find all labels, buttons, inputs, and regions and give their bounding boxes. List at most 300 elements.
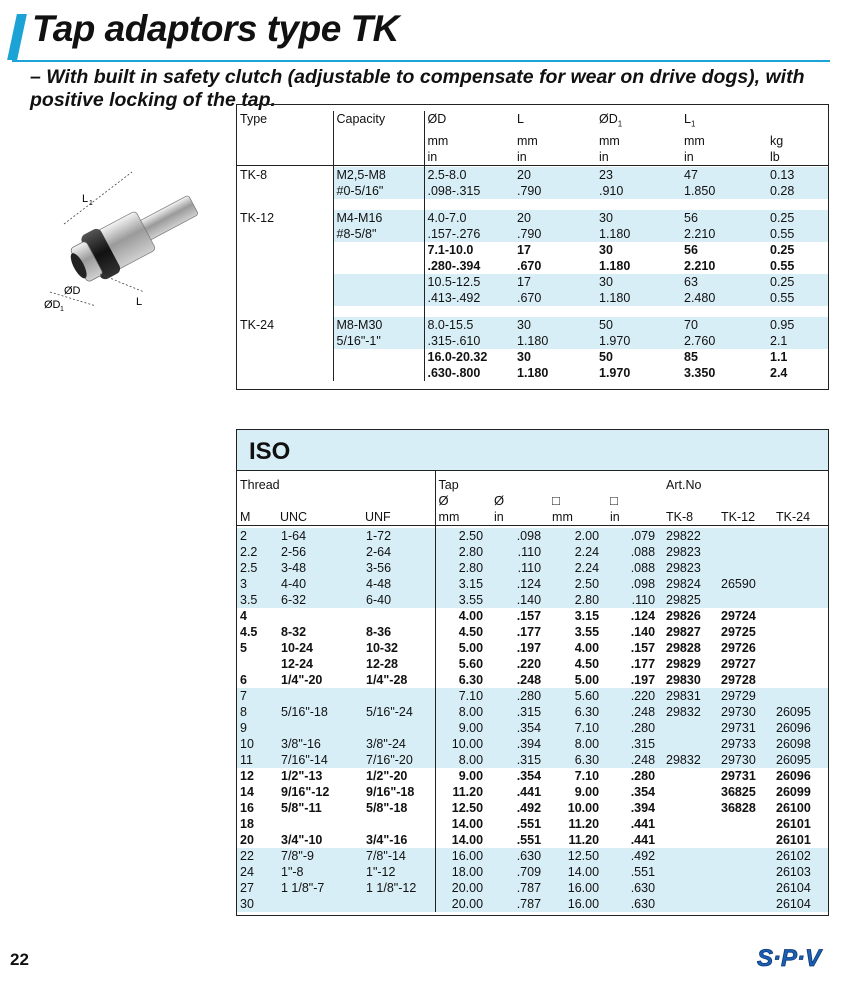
iso-cell-s_mm: 16.00 [549, 880, 607, 896]
iso-title: ISO [249, 438, 291, 465]
iso-cell-unc [277, 816, 362, 832]
tk-cell-d1: .910 [596, 183, 681, 199]
iso-cell-tk12: 29731 [721, 768, 756, 783]
iso-cell-m: 10 [237, 736, 277, 752]
square-drive-icon: □ [552, 493, 560, 508]
header-d: ØD [427, 112, 447, 126]
iso-cell-m: 18 [240, 816, 254, 831]
iso-cell-s_in: .441 [630, 832, 656, 847]
iso-cell-s_in: .197 [630, 672, 656, 687]
iso-cell-unc [277, 688, 362, 704]
iso-cell-tk12: 29733 [718, 736, 773, 752]
iso-cell-s_mm: 3.15 [574, 608, 600, 623]
header-artno: Art.No [666, 478, 702, 492]
iso-cell-tk12 [718, 848, 773, 864]
iso-cell-tk24: 26101 [776, 832, 811, 847]
iso-cell-tk12 [718, 544, 773, 560]
tk-cell-capacity: #0-5/16" [333, 183, 424, 199]
iso-cell-tk8: 29823 [663, 544, 718, 560]
iso-cell-d_mm: 11.20 [452, 784, 484, 799]
tk-cell-capacity: 5/16"-1" [333, 333, 424, 349]
iso-cell-unc: 5/8"-11 [281, 800, 322, 815]
iso-cell-d_mm: 7.10 [435, 688, 491, 704]
tk-row [237, 183, 828, 199]
iso-cell-tk12: 29730 [718, 752, 773, 768]
iso-cell-tk24 [773, 576, 828, 592]
iso-cell-m: 5 [240, 640, 247, 655]
iso-cell-unf: 5/8"-18 [362, 800, 435, 816]
iso-cell-d_in: .315 [491, 752, 549, 768]
iso-cell-d_in: .110 [491, 560, 549, 576]
tk-cell-type [237, 274, 333, 290]
tk-cell-d: .315-.610 [424, 333, 514, 349]
tk-cell-d: 7.1-10.0 [427, 243, 474, 257]
label-d: ØD [64, 285, 81, 297]
iso-cell-tk12: 36828 [721, 800, 756, 815]
tk-row [237, 290, 828, 306]
iso-cell-s_mm: 3.55 [574, 624, 600, 639]
header-d1: $ØD_1$ [599, 112, 623, 129]
header-type: Type [237, 111, 333, 133]
tk-cell-w: 0.55 [767, 290, 828, 306]
tk-cell-w: 0.25 [770, 243, 795, 257]
iso-cell-m: 3.5 [237, 592, 277, 608]
tk-row [237, 210, 828, 226]
iso-cell-unc: 3-48 [277, 560, 362, 576]
iso-cell-tk12 [718, 880, 773, 896]
iso-cell-s_mm: 14.00 [549, 864, 607, 880]
header-d-mm: mm [427, 133, 449, 148]
tk-cell-d1: 30 [596, 210, 681, 226]
iso-cell-m: 6 [240, 672, 247, 687]
iso-cell-tk12: 29731 [718, 720, 773, 736]
tk-cell-type [237, 349, 333, 365]
iso-cell-s_in: .551 [607, 864, 663, 880]
iso-cell-m: 2.2 [237, 544, 277, 560]
iso-row [237, 592, 828, 608]
tk-row [237, 167, 828, 183]
title-divider [12, 60, 830, 62]
iso-cell-d_mm: 2.80 [435, 544, 491, 560]
iso-cell-d_in: .492 [516, 800, 542, 815]
tk-cell-d1: 50 [596, 317, 681, 333]
iso-cell-unc: 1"-8 [277, 864, 362, 880]
iso-cell-tk12 [718, 816, 773, 832]
iso-cell-tk8: 29831 [663, 688, 718, 704]
tk-cell-d: 4.0-7.0 [424, 210, 514, 226]
iso-cell-s_in: .140 [630, 624, 656, 639]
iso-cell-unf: 7/8"-14 [362, 848, 435, 864]
tk-cell-w: 0.95 [767, 317, 828, 333]
iso-cell-tk12 [718, 560, 773, 576]
iso-cell-unc: 9/16"-12 [281, 784, 330, 799]
iso-cell-d_mm: 4.50 [458, 624, 484, 639]
iso-cell-s_mm: 6.30 [549, 752, 607, 768]
tk-cell-capacity [333, 365, 424, 381]
iso-cell-unc: 1 1/8"-7 [277, 880, 362, 896]
iso-cell-tk8: 29828 [666, 640, 701, 655]
tk-cell-l1: 70 [681, 317, 767, 333]
tk-cell-l1: 85 [684, 350, 698, 364]
header-capacity: Capacity [333, 111, 424, 133]
iso-cell-m: 27 [237, 880, 277, 896]
tk-cell-l1: 56 [684, 243, 698, 257]
iso-cell-unc: 7/16"-14 [277, 752, 362, 768]
tk-row [237, 274, 828, 290]
iso-cell-s_in: .124 [630, 608, 656, 623]
iso-cell-tk24 [773, 528, 828, 544]
iso-cell-d_in: .394 [491, 736, 549, 752]
iso-row [237, 688, 828, 704]
tap-adaptor-illustration [36, 164, 216, 324]
iso-cell-s_in: .441 [630, 816, 656, 831]
tk-cell-capacity [333, 349, 424, 365]
iso-cell-m: 3 [237, 576, 277, 592]
tk-cell-capacity [333, 242, 424, 258]
tk-cell-l1: 2.760 [681, 333, 767, 349]
iso-cell-tk12: 36825 [721, 784, 756, 799]
logo-text: S·P·V [756, 945, 822, 972]
header-tap-mm: mm [438, 510, 460, 524]
iso-cell-d_mm: 6.30 [458, 672, 484, 687]
tk-cell-l1: 2.480 [681, 290, 767, 306]
iso-cell-tk12: 29728 [721, 672, 756, 687]
iso-cell-tk8 [663, 816, 718, 832]
tk-cell-d1: 30 [596, 274, 681, 290]
tk-cell-type [237, 290, 333, 306]
iso-cell-m: 8 [237, 704, 277, 720]
iso-cell-m: 14 [240, 784, 254, 799]
tk-cell-w: 0.25 [767, 274, 828, 290]
header-square-mm: mm [552, 510, 573, 524]
iso-cell-s_in: .177 [630, 656, 656, 671]
iso-cell-tk12: 29730 [718, 704, 773, 720]
iso-cell-d_mm: 9.00 [435, 720, 491, 736]
header-d1-mm: mm [599, 133, 620, 148]
iso-cell-tk12 [718, 528, 773, 544]
iso-row [237, 576, 828, 592]
iso-cell-s_in: .220 [607, 688, 663, 704]
tk-cell-l1: 2.210 [681, 226, 767, 242]
tk-cell-w: 0.55 [767, 226, 828, 242]
iso-cell-s_in: .394 [630, 800, 656, 815]
iso-cell-unf: 1/2"-20 [362, 768, 435, 784]
iso-cell-tk24 [773, 608, 828, 624]
iso-cell-s_mm: 11.20 [568, 832, 600, 847]
iso-cell-tk24: 26099 [776, 784, 811, 799]
iso-cell-m: 22 [237, 848, 277, 864]
iso-cell-tk8 [663, 784, 718, 800]
iso-cell-d_in: .220 [516, 656, 542, 671]
header-l: L [517, 112, 524, 126]
iso-cell-m: 4.5 [240, 624, 258, 639]
tk-row [237, 333, 828, 349]
iso-cell-d_mm: 5.00 [458, 640, 484, 655]
iso-cell-m: 2 [237, 528, 277, 544]
iso-cell-d_in: .177 [516, 624, 542, 639]
iso-cell-d_in: .441 [516, 784, 542, 799]
iso-cell-s_mm: 4.50 [574, 656, 600, 671]
iso-cell-d_in: .630 [491, 848, 549, 864]
iso-cell-tk12: 29729 [718, 688, 773, 704]
tk-row [237, 349, 828, 365]
tk-cell-l1: 2.210 [684, 259, 716, 273]
iso-cell-tk24 [773, 688, 828, 704]
header-l1: $L_1$ [684, 112, 696, 129]
iso-row [237, 768, 828, 784]
iso-cell-tk8: 29826 [666, 608, 701, 623]
tk-cell-l: 1.180 [514, 333, 596, 349]
iso-cell-m [237, 656, 277, 672]
tk-cell-w: 1.1 [770, 350, 788, 364]
iso-cell-s_mm: 2.24 [549, 544, 607, 560]
header-d-in: in [427, 149, 438, 164]
iso-cell-unc: 1/4"-20 [281, 672, 323, 687]
iso-cell-unc [277, 608, 362, 624]
iso-cell-unf: 1/4"-28 [362, 672, 435, 688]
iso-cell-d_mm: 4.00 [458, 608, 484, 623]
iso-cell-s_mm: 12.50 [549, 848, 607, 864]
iso-cell-unf: 5/16"-24 [362, 704, 435, 720]
tk-cell-d1: 1.180 [599, 259, 631, 273]
header-m: M [240, 510, 251, 524]
iso-cell-s_mm: 4.00 [574, 640, 600, 655]
iso-cell-tk24: 26101 [776, 816, 811, 831]
iso-cell-d_mm: 10.00 [435, 736, 491, 752]
iso-cell-d_in: .098 [491, 528, 549, 544]
iso-cell-tk8: 29825 [663, 592, 718, 608]
tk-cell-type: TK-12 [237, 210, 333, 226]
iso-cell-m: 12 [240, 768, 254, 783]
iso-cell-tk24: 26104 [773, 896, 828, 912]
iso-cell-m: 20 [240, 832, 254, 847]
iso-cell-tk8 [663, 768, 718, 784]
iso-cell-s_in: .088 [607, 560, 663, 576]
iso-cell-s_mm: 11.20 [568, 816, 600, 831]
iso-cell-tk12 [718, 832, 773, 848]
tk-cell-type [237, 365, 333, 381]
iso-cell-s_in: .110 [607, 592, 663, 608]
iso-cell-s_in: .280 [630, 768, 656, 783]
iso-row [237, 752, 828, 768]
iso-cell-unc: 3/4"-10 [281, 832, 323, 847]
iso-cell-s_mm: 2.24 [549, 560, 607, 576]
iso-cell-tk8 [663, 736, 718, 752]
iso-row [237, 528, 828, 544]
iso-cell-s_mm: 2.00 [549, 528, 607, 544]
iso-cell-s_mm: 2.80 [549, 592, 607, 608]
tk-cell-w: 0.28 [767, 183, 828, 199]
tk-cell-d: .280-.394 [427, 259, 481, 273]
tk-cell-w: 2.4 [770, 366, 788, 380]
iso-cell-tk8: 29822 [663, 528, 718, 544]
tk-cell-d: .413-.492 [424, 290, 514, 306]
tk-cell-capacity [333, 258, 424, 274]
tk-cell-capacity: M8-M30 [333, 317, 424, 333]
iso-cell-d_in: .140 [491, 592, 549, 608]
header-unc: UNC [280, 510, 308, 524]
tk-cell-w: 0.55 [770, 259, 795, 273]
iso-cell-unf: 2-64 [362, 544, 435, 560]
header-l-mm: mm [517, 133, 538, 148]
iso-cell-m: 11 [237, 752, 277, 768]
tk-cell-d: 2.5-8.0 [424, 167, 514, 183]
iso-row [237, 672, 828, 688]
iso-row [237, 656, 828, 672]
round-diameter-icon: Ø [494, 493, 505, 508]
tk-cell-l1: 56 [681, 210, 767, 226]
iso-cell-s_in: .354 [630, 784, 656, 799]
tk-cell-capacity: #8-5/8" [333, 226, 424, 242]
iso-cell-tk24 [773, 656, 828, 672]
tk-cell-capacity [333, 274, 424, 290]
iso-cell-d_in: .315 [491, 704, 549, 720]
iso-cell-tk24 [773, 544, 828, 560]
iso-cell-unf: 12-28 [362, 656, 435, 672]
iso-row [237, 832, 828, 848]
tk-cell-l: .670 [517, 259, 542, 273]
iso-cell-d_in: .354 [516, 768, 542, 783]
tk-cell-l1: 3.350 [684, 366, 716, 380]
tk-cell-w: 0.25 [767, 210, 828, 226]
iso-cell-tk8 [663, 832, 718, 848]
iso-cell-tk24 [773, 592, 828, 608]
iso-cell-d_in: .124 [491, 576, 549, 592]
iso-cell-unc: 1/2"-13 [281, 768, 323, 783]
iso-cell-tk8: 29832 [663, 752, 718, 768]
iso-cell-tk12: 29725 [721, 624, 756, 639]
iso-section-header [236, 429, 829, 471]
header-d1-in: in [599, 149, 609, 164]
tk-cell-l1: 47 [681, 167, 767, 183]
iso-cell-unf: 7/16"-20 [362, 752, 435, 768]
iso-cell-tk12 [718, 592, 773, 608]
iso-cell-s_mm: 5.60 [549, 688, 607, 704]
iso-cell-d_mm: 20.00 [435, 880, 491, 896]
iso-cell-tk12: 26590 [718, 576, 773, 592]
iso-cell-unf: 10-32 [362, 640, 435, 656]
iso-cell-unf [362, 720, 435, 736]
iso-cell-m: 16 [240, 800, 254, 815]
iso-cell-unc: 4-40 [277, 576, 362, 592]
iso-cell-tk8: 29829 [666, 656, 701, 671]
tk-cell-type [237, 258, 333, 274]
iso-cell-s_mm: 10.00 [567, 800, 600, 815]
tk-cell-d1: 23 [596, 167, 681, 183]
tk-cell-type: TK-24 [237, 317, 333, 333]
tk-cell-l: 30 [514, 317, 596, 333]
iso-cell-tk24: 26095 [773, 704, 828, 720]
iso-cell-tk12: 29726 [721, 640, 756, 655]
iso-row [237, 624, 828, 640]
tk-row [237, 258, 828, 274]
iso-cell-tk8 [663, 864, 718, 880]
iso-cell-unf [362, 688, 435, 704]
iso-row [237, 800, 828, 816]
iso-cell-d_mm: 9.00 [458, 768, 484, 783]
iso-cell-tk8 [663, 848, 718, 864]
header-tk8: TK-8 [666, 510, 694, 524]
page-subtitle: – With built in safety clutch (adjustable to compensate for wear on drive dogs), with positive locking of the tap. [30, 66, 805, 111]
iso-row [237, 704, 828, 720]
iso-cell-d_mm: 18.00 [435, 864, 491, 880]
iso-cell-unc: 6-32 [277, 592, 362, 608]
tk-cell-type [237, 242, 333, 258]
iso-cell-unc: 2-56 [277, 544, 362, 560]
iso-cell-d_mm: 14.00 [451, 816, 484, 831]
iso-cell-d_mm: 8.00 [435, 704, 491, 720]
iso-cell-tk8: 29830 [666, 672, 701, 687]
tk-row [237, 242, 828, 258]
iso-cell-unc: 10-24 [281, 640, 313, 655]
iso-cell-d_in: .709 [491, 864, 549, 880]
spv-logo [748, 942, 830, 972]
tk-cell-l: 1.180 [517, 366, 549, 380]
iso-cell-m: 30 [237, 896, 277, 912]
tk-cell-l: 30 [517, 350, 531, 364]
page-title: Tap adaptors type TK [32, 8, 399, 49]
iso-cell-tk24: 26096 [773, 720, 828, 736]
iso-cell-s_in: .079 [607, 528, 663, 544]
tk-cell-capacity [333, 290, 424, 306]
tk-cell-l: .790 [514, 226, 596, 242]
iso-cell-s_in: .248 [607, 704, 663, 720]
iso-cell-d_in: .787 [491, 896, 549, 912]
iso-cell-m: 4 [240, 608, 247, 623]
tk-cell-l1: 63 [681, 274, 767, 290]
iso-cell-tk12: 29727 [721, 656, 756, 671]
tk-cell-l: .670 [514, 290, 596, 306]
iso-cell-tk24 [773, 640, 828, 656]
tk-spec-table [236, 104, 829, 390]
iso-cell-s_mm: 7.10 [574, 768, 600, 783]
iso-cell-tk8 [663, 880, 718, 896]
iso-cell-tk24: 26098 [773, 736, 828, 752]
tk-cell-d: 16.0-20.32 [427, 350, 488, 364]
header-l1-mm: mm [684, 133, 705, 148]
tk-cell-l1: 1.850 [681, 183, 767, 199]
iso-thread-table [236, 471, 829, 916]
header-square-in: in [610, 510, 620, 524]
iso-cell-unf: 6-40 [362, 592, 435, 608]
iso-cell-tk8: 29823 [663, 560, 718, 576]
iso-cell-d_in: .551 [516, 832, 542, 847]
header-kg: kg [770, 133, 784, 148]
tk-row [237, 365, 828, 381]
tk-cell-l: .790 [514, 183, 596, 199]
round-diameter-icon: Ø [438, 493, 449, 508]
iso-cell-d_mm: 2.80 [435, 560, 491, 576]
iso-cell-d_mm: 5.60 [458, 656, 484, 671]
tk-cell-d1: 1.180 [596, 290, 681, 306]
iso-cell-tk12 [718, 896, 773, 912]
iso-row [237, 560, 828, 576]
iso-cell-tk24 [773, 672, 828, 688]
tk-cell-d: .157-.276 [424, 226, 514, 242]
iso-cell-unc [277, 720, 362, 736]
label-l: L [136, 296, 143, 308]
iso-cell-s_mm: 6.30 [549, 704, 607, 720]
iso-cell-tk24: 26100 [776, 800, 811, 815]
iso-cell-d_mm: 2.50 [435, 528, 491, 544]
iso-cell-d_mm: 14.00 [451, 832, 484, 847]
iso-cell-unc: 7/8"-9 [277, 848, 362, 864]
tk-cell-d: 8.0-15.5 [424, 317, 514, 333]
iso-cell-unf: 1"-12 [362, 864, 435, 880]
iso-cell-d_in: .110 [491, 544, 549, 560]
tk-cell-d1: 1.970 [596, 333, 681, 349]
iso-row [237, 640, 828, 656]
